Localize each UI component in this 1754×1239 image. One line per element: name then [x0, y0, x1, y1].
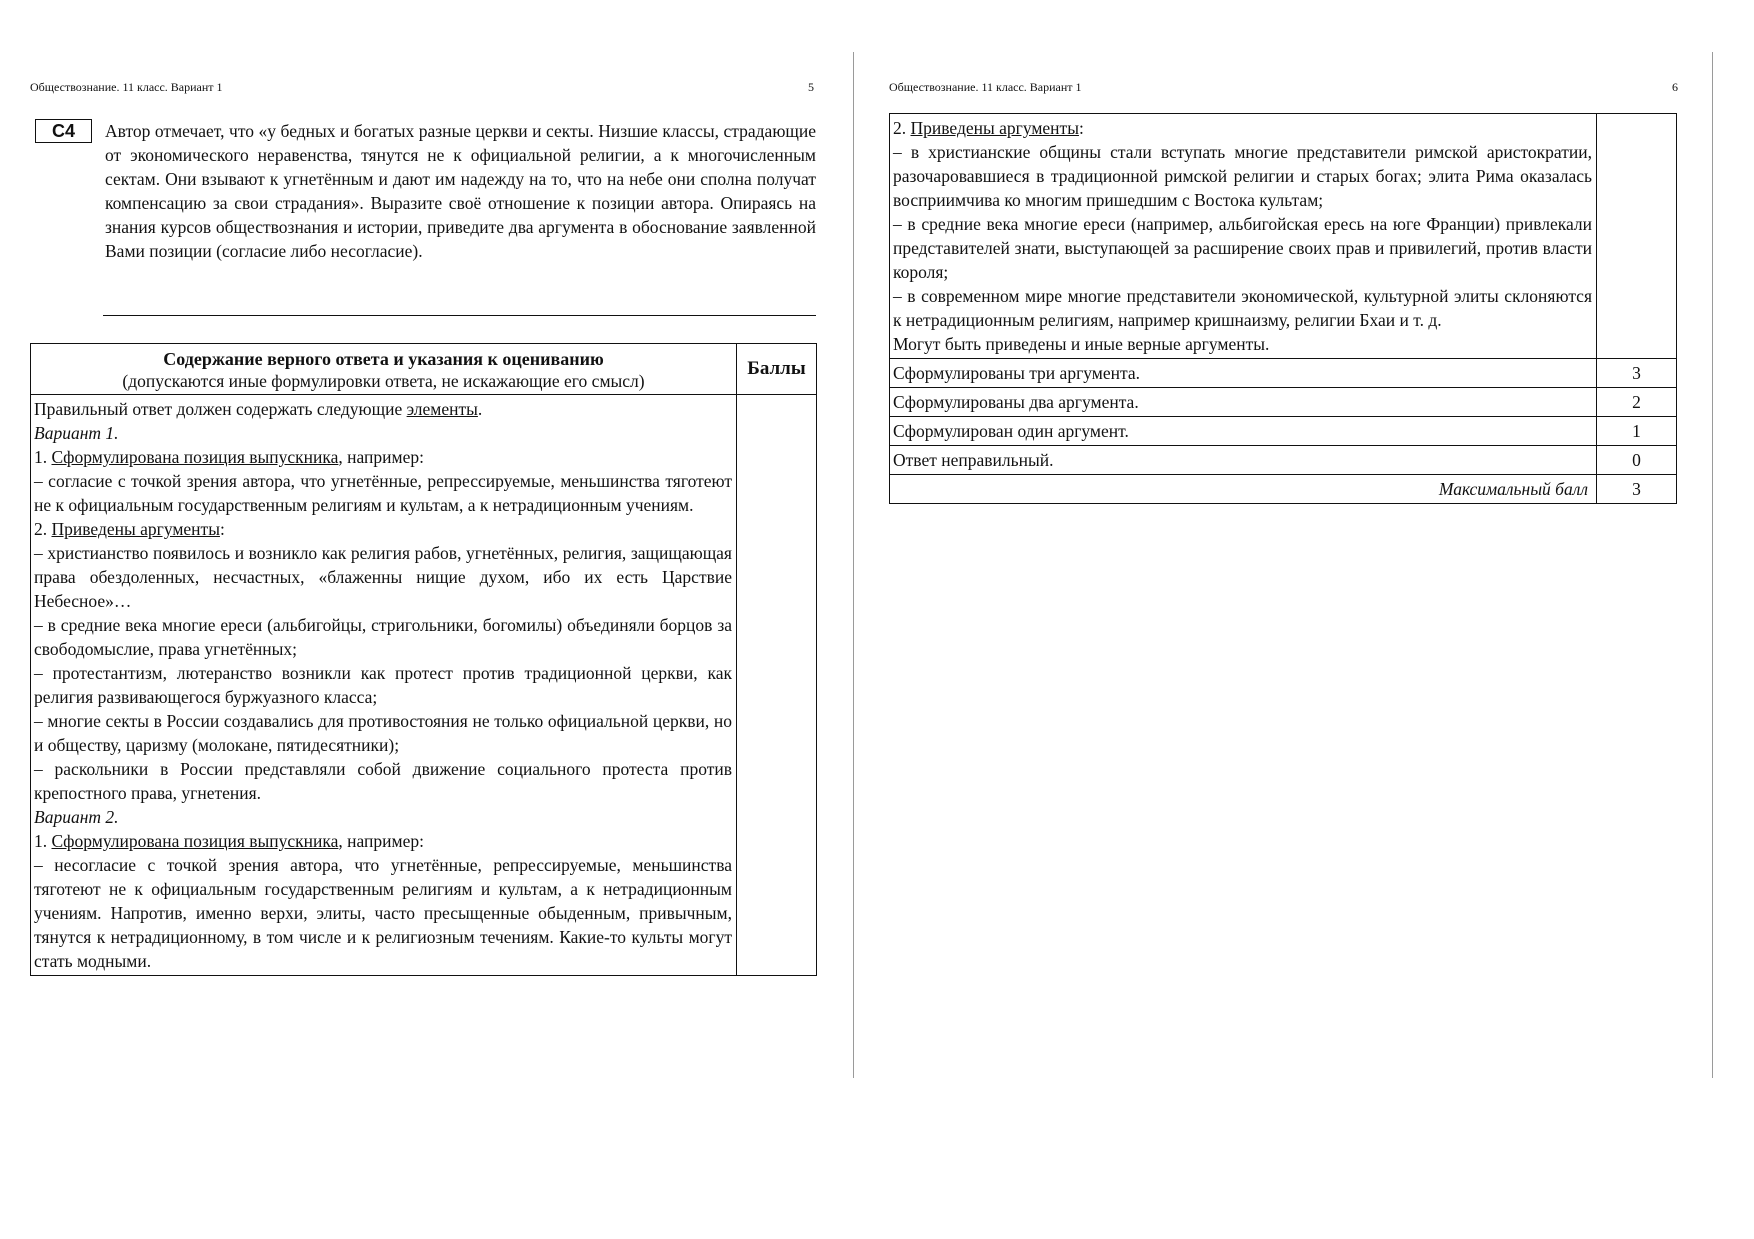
score-cell-empty	[737, 395, 817, 976]
score-row	[890, 446, 1677, 475]
v2-item-2-suffix: :	[1078, 118, 1084, 138]
score-row-points: 0	[1597, 446, 1677, 475]
intro-text: Правильный ответ должен содержать следующие	[34, 399, 407, 419]
criteria-header-subtitle: (допускаются иные формулировки ответа, не искажающие его смысл)	[122, 371, 645, 391]
score-row-points: 2	[1597, 388, 1677, 417]
score-row-points: 3	[1597, 359, 1677, 388]
max-score-label: Максимальный балл	[890, 475, 1597, 504]
page-divider	[853, 52, 854, 1078]
max-score-row	[890, 475, 1677, 504]
v2-item-1-num: 1.	[34, 831, 52, 851]
v1-item-2-num: 2.	[34, 519, 52, 539]
score-row	[890, 359, 1677, 388]
v1-argument: – протестантизм, лютеранство возникли как протест против традиционной церкви, как религия развивающегося буржуазного класса;	[34, 663, 732, 707]
v2-argument: – в современном мире многие представители экономической, культурной элиты склоняются к нетрадиционным религиям, например кришнаизму, религии Бхаи и т. д.	[893, 286, 1592, 330]
score-header: Баллы	[737, 344, 817, 395]
v1-argument: – христианство появилось и возникло как религия рабов, угнетённых, религия, защищающая права обездоленных, несчастных, «блаженны нищие духом, ибо их есть Царствие Небесное»…	[34, 543, 732, 611]
v2-item-1-underlined: Сформулирована позиция выпускника	[51, 831, 339, 851]
task-underline	[103, 315, 816, 316]
criteria-table-continued	[889, 113, 1677, 504]
score-row-label: Сформулированы два аргумента.	[890, 388, 1597, 417]
criteria-header	[31, 344, 737, 395]
v2-item-2-num: 2.	[893, 118, 911, 138]
v1-argument: – в средние века многие ереси (альбигойцы, стригольники, богомилы) объединяли борцов за свободомыслие, права угнетённых;	[34, 615, 732, 659]
v1-item-1-num: 1.	[34, 447, 52, 467]
score-row	[890, 417, 1677, 446]
page-header: Обществознание. 11 класс. Вариант 1	[889, 80, 1082, 94]
variant-1-heading: Вариант 1.	[34, 423, 119, 443]
v2-argument: – в христианские общины стали вступать многие представители римской аристократии, разочаровавшиеся в традиционной римской религии и старых богах; элита Рима оказалась восприимчива ко многим пришедшим с Востока культам;	[893, 142, 1592, 210]
v1-item-2-suffix: :	[219, 519, 225, 539]
score-row	[890, 388, 1677, 417]
v2-argument: – в средние века многие ереси (например, альбигойская ересь на юге Франции) привлекали представителей знати, выступающей за расширение своих прав и привилегий, против власти короля;	[893, 214, 1592, 282]
other-arguments-note: Могут быть приведены и иные верные аргументы.	[893, 334, 1270, 354]
criteria-table	[30, 343, 817, 976]
v1-item-1	[34, 445, 732, 469]
intro-underlined: элементы	[406, 399, 478, 419]
v1-item-2	[34, 517, 732, 541]
intro-suffix: .	[477, 399, 483, 419]
task-text: Автор отмечает, что «у бедных и богатых разные церкви и секты. Низшие классы, страдающие от экономического неравенства, тянутся не к официальной религии, а к многочисленным сектам. Они взывают к угнетённым и дают им надежду на то, что на небе они сполна получат компенсацию за свои страдания». Выразите своё отношение к позиции автора. Опираясь на знания курсов обществознания и истории, приведите два аргумента в обоснование заявленной Вами позиции (согласие либо несогласие).	[105, 121, 816, 261]
v1-position: – согласие с точкой зрения автора, что угнетённые, репрессируемые, меньшинства тяготеют не к официальным государственным религиям и культам, а к нетрадиционным учениям.	[34, 471, 732, 515]
page-edge	[1712, 52, 1713, 1078]
score-row-label: Сформулированы три аргумента.	[890, 359, 1597, 388]
criteria-header-title: Содержание верного ответа и указания к оцениванию	[163, 349, 604, 369]
v2-position: – несогласие с точкой зрения автора, что угнетённые, репрессируемые, меньшинства тяготеют не к официальным государственным религиям и культам, а к нетрадиционным учениям. Напротив, именно верхи, элиты, часто пресыщенные обыденным, привычным, тянутся к нетрадиционному, в том числе и к религиозным течениям. Какие-то культы могут стать модными.	[34, 855, 732, 971]
v1-argument: – многие секты в России создавались для противостояния не только официальной церкви, но и обществу, царизму (молокане, пятидесятники);	[34, 711, 732, 755]
score-row-label: Ответ неправильный.	[890, 446, 1597, 475]
page-header: Обществознание. 11 класс. Вариант 1	[30, 80, 223, 94]
v1-item-1-suffix: , например:	[338, 447, 424, 467]
v2-item-1	[34, 829, 732, 853]
variant-2-heading: Вариант 2.	[34, 807, 119, 827]
score-row-label: Сформулирован один аргумент.	[890, 417, 1597, 446]
intro-line	[34, 397, 732, 421]
score-cell-empty	[1597, 114, 1677, 359]
page-number: 6	[1672, 80, 1678, 94]
max-score-points: 3	[1597, 475, 1677, 504]
v1-item-1-underlined: Сформулирована позиция выпускника	[51, 447, 339, 467]
left-page	[0, 0, 855, 1239]
continued-arguments	[890, 114, 1597, 359]
v1-item-2-underlined: Приведены аргументы	[51, 519, 220, 539]
v1-argument: – раскольники в России представляли собой движение социального протеста против крепостного права, угнетения.	[34, 759, 732, 803]
score-row-points: 1	[1597, 417, 1677, 446]
v2-item-2-underlined: Приведены аргументы	[910, 118, 1079, 138]
v2-item-1-suffix: , например:	[338, 831, 424, 851]
v2-item-2	[893, 116, 1592, 140]
task-number-box: C4	[35, 119, 92, 143]
page-number: 5	[808, 80, 814, 94]
criteria-body	[31, 395, 737, 976]
